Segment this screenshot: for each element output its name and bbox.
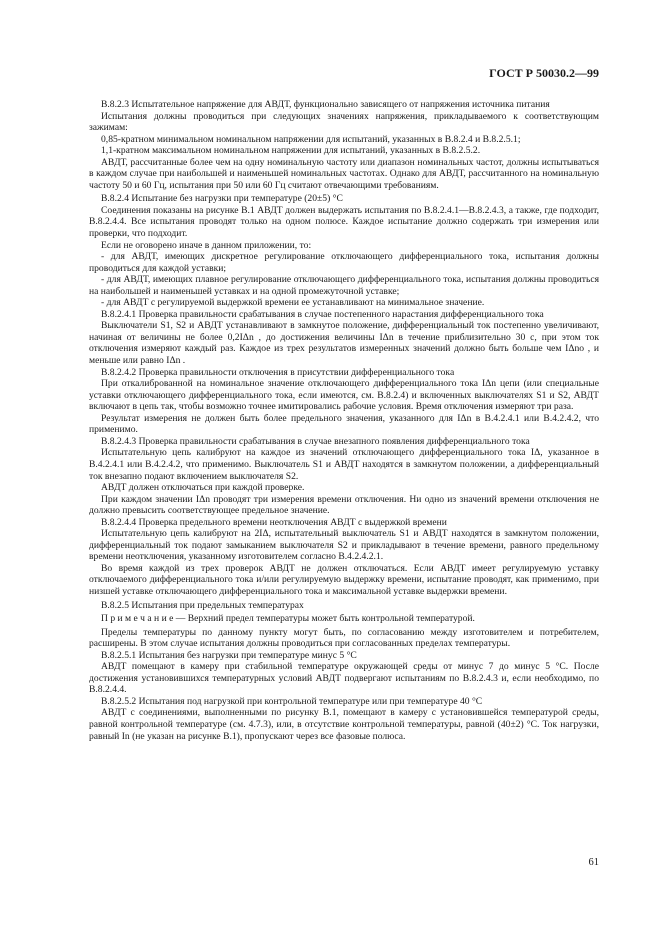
paragraph: B.8.2.4.1 Проверка правильности срабатывания в случае постепенного нарастания дифференциального тока: [101, 308, 544, 320]
paragraph: АВДТ, рассчитанные более чем на одну номинальную частоту или диапазон номинальных частот, должны испытываться в каждом случае при наибольшей и наименьшей номинальных частотах. Однако для АВДТ, рассчитанного на номинальную частоту 50 и 60 Гц, испытания при 50 или 60 Гц считают отвечающими требованиям.: [89, 156, 599, 191]
paragraph: АВДТ должен отключаться при каждой проверке.: [101, 482, 305, 494]
paragraph: B.8.2.3 Испытательное напряжение для АВДТ, функционально зависящего от напряжения источника питания: [101, 99, 550, 110]
paragraph: П р и м е ч а н и е — Верхний предел температуры может быть контрольной температурой.: [101, 613, 475, 625]
paragraph: Выключатели S1, S2 и АВДТ устанавливают в замкнутое положение, дифференциальный ток постепенно увеличивают, начиная от величины не более 0,2IΔn , до достижения величины IΔn в течение приблизительно 30 с, при этом ток отключения измеряют каждый раз. Каждое из трех результатов измеренных значений должно быть больше чем IΔno , и меньше или равно IΔn .: [89, 320, 599, 367]
paragraph: АВДТ с соединениями, выполненными по рисунку B.1, помещают в камеру с установившейся температурой среды, равной контрольной температуре (см. 4.7.3), или, в отсутствие контрольной температуры, равной (40±2) °С. Ток нагрузки, равный In (не указан на рисунке B.1), пропускают через все фазовые полюса.: [89, 707, 599, 742]
paragraph: 1,1-кратном максимальном номинальном напряжении для испытаний, указанных в B.8.2.5.2.: [101, 145, 481, 157]
paragraph: B.8.2.5.2 Испытания под нагрузкой при контрольной температуре или при температуре 40 °С: [101, 695, 483, 707]
paragraph: Результат измерения не должен быть более предельного значения, указанного для IΔn в B.4.2.4.1 или B.4.2.4.2, что применимо.: [89, 412, 599, 436]
paragraph: Испытательную цепь калибруют на каждое из значений отключающего дифференциального тока IΔ, указанное в B.4.2.4.1 или B.4.2.4.2, что применимо. Выключатель S1 и АВДТ находятся в замкнутом положении, а дифференциальный ток внезапно подают включением выключателя S2.: [89, 447, 599, 482]
paragraph: B.8.2.4.3 Проверка правильности срабатывания в случае внезапного появления дифференциального тока: [101, 435, 530, 447]
paragraph: При откалиброванной на номинальное значение отключающего дифференциального тока IΔn цепи (или специальные уставки отключающего дифференциального тока, если имеются, см. B.8.2.4) и включенных выключателях S1 и S2, АВДТ включают в цепь так, чтобы возможно точнее имитировались рабочие условия. Время отключения измеряют три раза.: [89, 378, 599, 413]
paragraph: Пределы температуры по данному пункту могут быть, по согласованию между изготовителем и потребителем, расширены. В этом случае испытания должны проводиться при согласованных пределах температуры.: [89, 626, 599, 650]
paragraph: B.8.2.5 Испытания при предельных температурах: [101, 599, 304, 611]
paragraph: АВДТ помещают в камеру при стабильной температуре окружающей среды от минус 7 до минус 5 °С. После достижения установившихся температурных условий АВДТ подвергают испытаниям по B.8.2.4.3 и, если необходимо, по B.8.2.4.4.: [89, 661, 599, 696]
paragraph: B.8.2.4.4 Проверка предельного времени неотключения АВДТ с выдержкой времени: [101, 516, 447, 528]
paragraph: 0,85-кратном минимальном номинальном напряжении для испытаний, указанных в B.8.2.4 и B.8.2.5.1;: [101, 133, 521, 145]
paragraph: Соединения показаны на рисунке B.1 АВДТ должен выдержать испытания по B.8.2.4.1—B.8.2.4.3, а также, где подходит, B.8.2.4.4. Все испытания проводят только на одном полюсе. Каждое испытание должно содержать три измерения или проверки, что подходит.: [89, 204, 599, 240]
paragraph: - для АВДТ с регулируемой выдержкой времени ее устанавливают на минимальное значение.: [101, 297, 485, 309]
paragraph: B.8.2.5.1 Испытания без нагрузки при температуре минус 5 °С: [101, 649, 357, 661]
page-number: 61: [588, 857, 599, 868]
paragraph: При каждом значении IΔn проводят три измерения времени отключения. Ни одно из значений времени отключения не должно превысить соответствующее предельное значение.: [89, 493, 599, 517]
paragraph: Если не оговорено иначе в данном приложении, то:: [101, 239, 312, 251]
paragraph: Испытательную цепь калибруют на 2IΔ, испытательный выключатель S1 и АВДТ находятся в замкнутом положении, дифференциальный ток подают замыканием выключателя S2 и прикладывают в течение времени, равного предельному времени неотключения, указанному изготовителем согласно B.4.2.4.2.1.: [89, 528, 599, 563]
paragraph: Во время каждой из трех проверок АВДТ не должен отключаться. Если АВДТ имеет регулируемую уставку отключаемого дифференциального тока и/или регулируемую выдержку времени, испытание проводят, как применимо, при низшей уставке отключающего дифференциального тока и максимальной уставке выдержки времени.: [89, 562, 599, 597]
paragraph: - для АВДТ, имеющих плавное регулирование отключающего дифференциального тока, испытания должны проводиться на наибольшей и наименьшей уставках и на одной промежуточной уставке;: [89, 274, 599, 297]
paragraph: - для АВДТ, имеющих дискретное регулирование отключающего дифференциального тока, испытания должны проводиться для каждой уставки;: [89, 251, 599, 274]
document-body: [89, 99, 599, 742]
paragraph: B.8.2.4.2 Проверка правильности отключения в присутствии дифференциального тока: [101, 366, 455, 378]
paragraph: B.8.2.4 Испытание без нагрузки при температуре (20±5) °С: [101, 193, 343, 205]
standard-header: ГОСТ Р 50030.2—99: [489, 66, 599, 80]
paragraph: Испытания должны проводиться при следующих значениях напряжения, прикладываемого к соответствующим зажимам:: [89, 110, 599, 134]
